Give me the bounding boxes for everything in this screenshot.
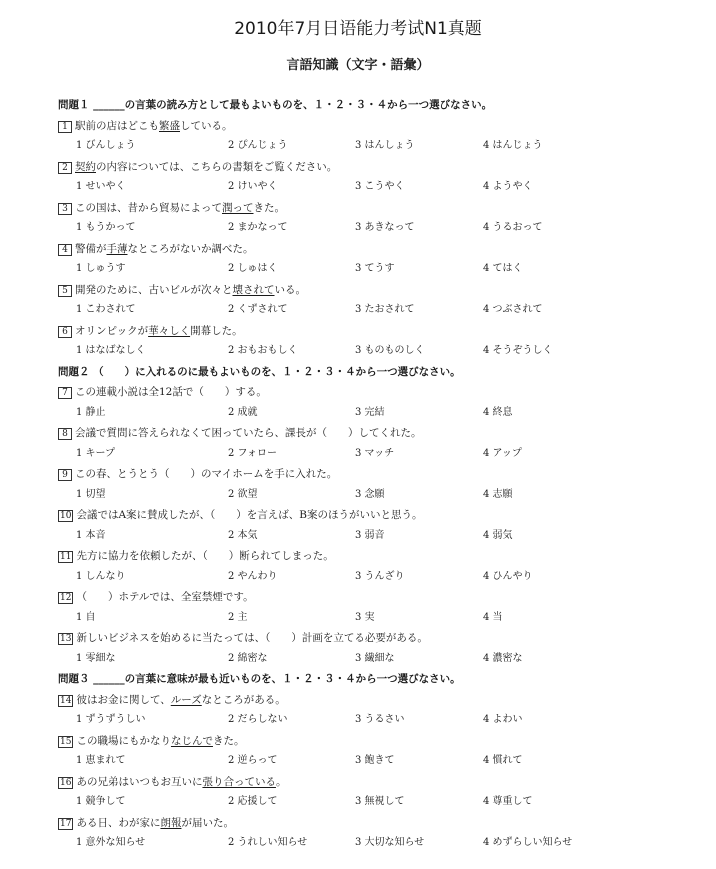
- question-number: 3: [58, 203, 72, 215]
- question-item: [58, 813, 708, 834]
- answer-options: [58, 218, 708, 239]
- answer-option: 3 うるさい: [355, 714, 405, 725]
- question-text: 開発のために、古いビルが次々と: [75, 283, 233, 296]
- answer-option: 1 はなばなしく: [76, 345, 146, 356]
- answer-option: 3 てうす: [355, 263, 395, 274]
- question-text: オリンピックが: [75, 324, 149, 337]
- answer-option: 2 くずされて: [228, 304, 288, 315]
- question-text: この春、とうとう（ ）のマイホームを手に入れた。: [75, 468, 338, 480]
- answer-option: 2 おもおもしく: [228, 345, 298, 356]
- answer-option: 1 しんなり: [76, 570, 126, 582]
- section-subtitle: 言語知識（文字・語彙）: [286, 58, 430, 73]
- answer-option: 3 うんざり: [355, 570, 405, 582]
- section-heading: 問題２ （ ）に入れるのに最もよいものを、１・２・３・４から一つ選びなさい。: [58, 365, 461, 378]
- answer-options: [58, 792, 708, 813]
- underlined-word: なじんで: [170, 734, 213, 747]
- answer-option: 2 本気: [228, 529, 258, 541]
- underlined-word: 華々しく: [148, 324, 191, 337]
- question-number: 13: [60, 634, 72, 644]
- question-item: [58, 464, 708, 485]
- answer-option: 1 びんしょう: [76, 140, 136, 151]
- answer-option: 1 キープ: [76, 447, 116, 459]
- question-text: の内容については、こちらの書類をご覧ください。: [96, 160, 338, 173]
- answer-option: 3 はんしょう: [355, 140, 415, 151]
- question-item: [58, 198, 708, 219]
- answer-option: 3 ものものしく: [355, 345, 425, 356]
- answer-option: 4 よわい: [483, 714, 523, 725]
- question-text: が届いた。: [181, 816, 234, 829]
- question-text: この職場にもかなり: [76, 734, 171, 747]
- underlined-word: 契約: [75, 160, 96, 173]
- answer-option: 1 零細な: [76, 652, 116, 664]
- answer-option: 3 大切な知らせ: [355, 837, 425, 848]
- underlined-word: 張り合っている: [202, 775, 276, 788]
- answer-option: 1 せいやく: [76, 181, 126, 192]
- section-heading: 問題３ ______の言葉に意味が最も近いものを、１・２・３・４から一つ選びなさい。: [58, 673, 461, 685]
- question-item: [58, 690, 708, 711]
- answer-option: 4 弱気: [483, 529, 513, 541]
- question-text: いる。: [274, 283, 306, 296]
- answer-option: 4 はんじょう: [483, 140, 543, 151]
- page-title: 2010年7月日语能力考试N1真题: [234, 19, 482, 39]
- answer-option: 3 念願: [355, 488, 385, 500]
- question-number: 17: [60, 818, 72, 829]
- answer-option: 2 うれしい知らせ: [228, 837, 308, 848]
- answer-option: 2 主: [228, 611, 248, 623]
- answer-option: 4 尊重して: [483, 796, 533, 807]
- underlined-word: ルーズ: [170, 693, 202, 706]
- question-item: [58, 731, 708, 752]
- answer-option: 3 こうやく: [355, 181, 405, 192]
- answer-options: [58, 710, 708, 731]
- answer-option: 2 だらしない: [228, 714, 288, 725]
- answer-option: 3 マッチ: [355, 447, 395, 459]
- answer-option: 4 当: [483, 611, 503, 623]
- question-text: なところがある。: [201, 693, 286, 706]
- answer-option: 4 ひんやり: [483, 570, 533, 582]
- question-item: [58, 628, 708, 649]
- underlined-word: 壊されて: [232, 283, 275, 296]
- question-number: 6: [58, 326, 72, 338]
- question-text: あの兄弟はいつもお互いに: [76, 775, 203, 788]
- answer-options: [58, 649, 708, 670]
- answer-option: 4 アップ: [483, 447, 522, 459]
- question-number: 16: [60, 777, 72, 788]
- answer-option: 1 恵まれて: [76, 755, 126, 766]
- question-item: [58, 382, 708, 403]
- answer-option: 4 終息: [483, 406, 513, 418]
- answer-option: 4 志願: [483, 488, 513, 500]
- question-text: 彼はお金に関して、: [76, 693, 171, 706]
- question-number: 15: [60, 736, 72, 747]
- underlined-word: 手薄: [106, 242, 128, 255]
- answer-option: 1 ずうずうしい: [76, 714, 146, 725]
- answer-options: [58, 567, 708, 588]
- answer-option: 4 うるおって: [483, 222, 543, 233]
- answer-options: [58, 485, 708, 506]
- question-number: 4: [58, 244, 72, 256]
- question-item: [58, 280, 708, 301]
- question-text: 先方に協力を依頼したが、（ ）断られてしまった。: [76, 550, 334, 562]
- question-text: きた。: [212, 734, 245, 747]
- answer-option: 1 本音: [76, 529, 106, 541]
- question-text: している。: [180, 119, 233, 132]
- question-number: 10: [60, 511, 72, 521]
- question-text: 会議で質問に答えられなくて困っていたら、課長が（ ）してくれた。: [75, 427, 422, 439]
- exam-content: [58, 95, 708, 854]
- answer-options: [58, 341, 708, 362]
- question-item: [58, 239, 708, 260]
- answer-option: 3 飽きて: [355, 755, 395, 766]
- question-item: [58, 423, 708, 444]
- underlined-word: 繁盛: [159, 119, 180, 132]
- answer-option: 3 完結: [355, 406, 385, 418]
- question-number: 9: [58, 469, 72, 481]
- answer-options: [58, 136, 708, 157]
- answer-options: [58, 608, 708, 629]
- answer-option: 3 無視して: [355, 796, 405, 807]
- answer-options: [58, 751, 708, 772]
- answer-option: 2 成就: [228, 406, 258, 418]
- answer-options: [58, 526, 708, 547]
- section-heading: 問題１ ______の言葉の読み方として最もよいものを、１・２・３・４から一つ選びなさい。: [58, 99, 493, 111]
- answer-option: 1 もうかって: [76, 222, 136, 233]
- question-text: 警備が: [75, 242, 107, 255]
- question-item: [58, 587, 708, 608]
- question-text: 開幕した。: [190, 324, 243, 337]
- answer-options: [58, 833, 708, 854]
- answer-option: 2 まかなって: [228, 222, 288, 233]
- question-number: 5: [58, 285, 72, 297]
- answer-option: 3 たおされて: [355, 304, 415, 315]
- question-number: 14: [60, 695, 72, 706]
- answer-options: [58, 259, 708, 280]
- answer-option: 1 自: [76, 611, 96, 623]
- question-text: 会議ではA案に賛成したが、（ ）を言えば、B案のほうがいいと思う。: [76, 509, 423, 521]
- answer-option: 1 静止: [76, 406, 106, 418]
- answer-option: 2 フォロー: [228, 447, 278, 459]
- answer-option: 2 綿密な: [228, 652, 268, 664]
- answer-option: 3 実: [355, 611, 375, 623]
- answer-option: 3 あきなって: [355, 222, 415, 233]
- question-item: [58, 505, 708, 526]
- question-number: 7: [58, 387, 72, 399]
- answer-option: 2 しゅはく: [228, 263, 278, 274]
- answer-option: 3 弱音: [355, 529, 385, 541]
- answer-option: 2 やんわり: [228, 570, 278, 582]
- answer-options: [58, 300, 708, 321]
- answer-option: 4 めずらしい知らせ: [483, 837, 573, 848]
- answer-option: 2 逆らって: [228, 755, 278, 766]
- question-text: 。: [275, 775, 287, 788]
- question-text: 駅前の店はどこも: [75, 119, 159, 132]
- answer-option: 1 切望: [76, 488, 106, 500]
- underlined-word: 朗報: [160, 816, 182, 829]
- question-item: [58, 157, 708, 178]
- answer-options: [58, 177, 708, 198]
- answer-option: 2 応援して: [228, 796, 278, 807]
- question-item: [58, 321, 708, 342]
- answer-option: 2 けいやく: [228, 181, 278, 192]
- answer-option: 4 つぶされて: [483, 304, 543, 315]
- answer-option: 4 濃密な: [483, 652, 523, 664]
- question-text: 新しいビジネスを始めるに当たっては、（ ）計画を立てる必要がある。: [76, 632, 428, 644]
- answer-option: 4 てはく: [483, 263, 523, 274]
- question-text: この国は、昔から貿易によって: [75, 201, 222, 214]
- answer-option: 3 繊細な: [355, 652, 395, 664]
- answer-option: 2 ぴんじょう: [228, 140, 288, 151]
- question-number: 12: [60, 593, 72, 603]
- answer-option: 4 そうぞうしく: [483, 345, 553, 356]
- answer-options: [58, 403, 708, 424]
- question-text: きた。: [253, 201, 285, 214]
- question-text: なところがないか調べた。: [127, 242, 254, 255]
- question-number: 1: [58, 121, 72, 133]
- answer-option: 4 慣れて: [483, 755, 523, 766]
- answer-option: 2 欲望: [228, 488, 258, 500]
- answer-option: 1 こわされて: [76, 304, 136, 315]
- answer-option: 1 競争して: [76, 796, 126, 807]
- question-item: [58, 116, 708, 137]
- answer-option: 1 意外な知らせ: [76, 837, 146, 848]
- question-number: 11: [60, 552, 72, 562]
- question-text: ある日、わが家に: [76, 816, 161, 829]
- question-number: 2: [58, 162, 72, 174]
- question-item: [58, 772, 708, 793]
- question-text: （ ）ホテルでは、全室禁煙です。: [76, 591, 254, 603]
- answer-option: 4 ようやく: [483, 181, 533, 192]
- question-text: この連載小説は全12話で（ ）する。: [75, 386, 267, 398]
- answer-option: 1 しゅうす: [76, 263, 126, 274]
- underlined-word: 潤って: [222, 201, 254, 214]
- answer-options: [58, 444, 708, 465]
- question-number: 8: [58, 428, 72, 440]
- question-item: [58, 546, 708, 567]
